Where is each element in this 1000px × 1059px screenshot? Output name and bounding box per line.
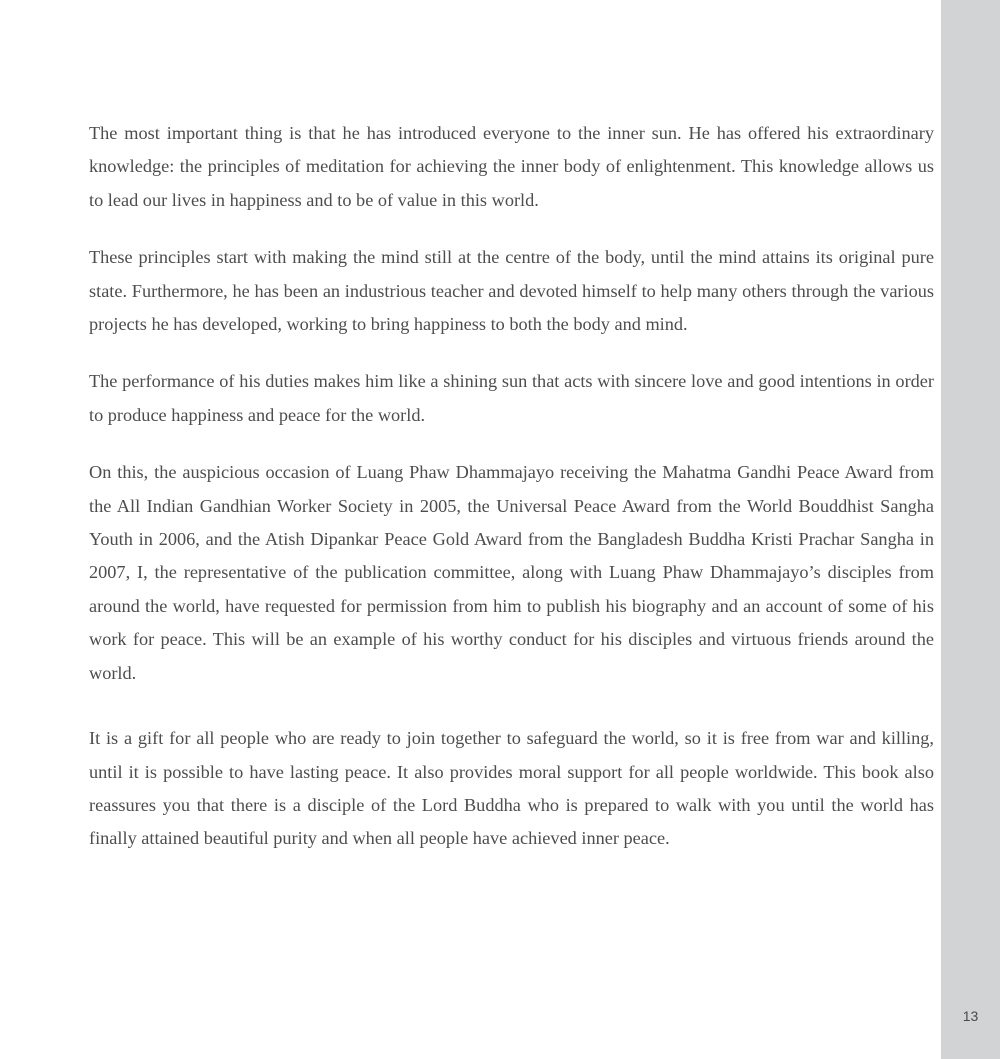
side-margin-strip: [941, 0, 1000, 1059]
paragraph-shining-sun: The performance of his duties makes him like a shining sun that acts with sincere love and good intentions in order to produce happiness and peace for the world.: [89, 371, 934, 425]
body-text: [89, 117, 934, 856]
page-number: 13: [962, 1008, 979, 1024]
paragraph-peace-awards: On this, the auspicious occasion of Luang Phaw Dhammajayo receiving the Mahatma Gandhi Peace Award from the All Indian Gandhian Worker Society in 2005, the Universal Peace Award from the World Bouddhist Sangha Youth in 2006, and the Atish Dipankar Peace Gold Award from the Bangladesh Buddha Kristi Prachar Sangha in 2007, I, the representative of the publication committee, along with Luang Phaw Dhammajayo’s disciples from around the world, have requested for permission from him to publish his biography and an account of some of his work for peace. This will be an example of his worthy conduct for his disciples and virtuous friends around the world.: [89, 462, 934, 683]
paragraph-principles: These principles start with making the mind still at the centre of the body, until the mind attains its original pure state. Furthermore, he has been an industrious teacher and devoted himself to help many others through the various projects he has developed, working to bring happiness to both the body and mind.: [89, 247, 934, 335]
paragraph-inner-sun: The most important thing is that he has introduced everyone to the inner sun. He has offered his extraordinary knowledge: the principles of meditation for achieving the inner body of enlightenment. This knowledge allows us to lead our lives in happiness and to be of value in this world.: [89, 123, 934, 210]
paragraph-gift: It is a gift for all people who are ready to join together to safeguard the world, so it is free from war and killing, until it is possible to have lasting peace. It also provides moral support for all people worldwide. This book also reassures you that there is a disciple of the Lord Buddha who is prepared to walk with you until the world has finally attained beautiful purity and when all people have achieved inner peace.: [89, 728, 934, 849]
